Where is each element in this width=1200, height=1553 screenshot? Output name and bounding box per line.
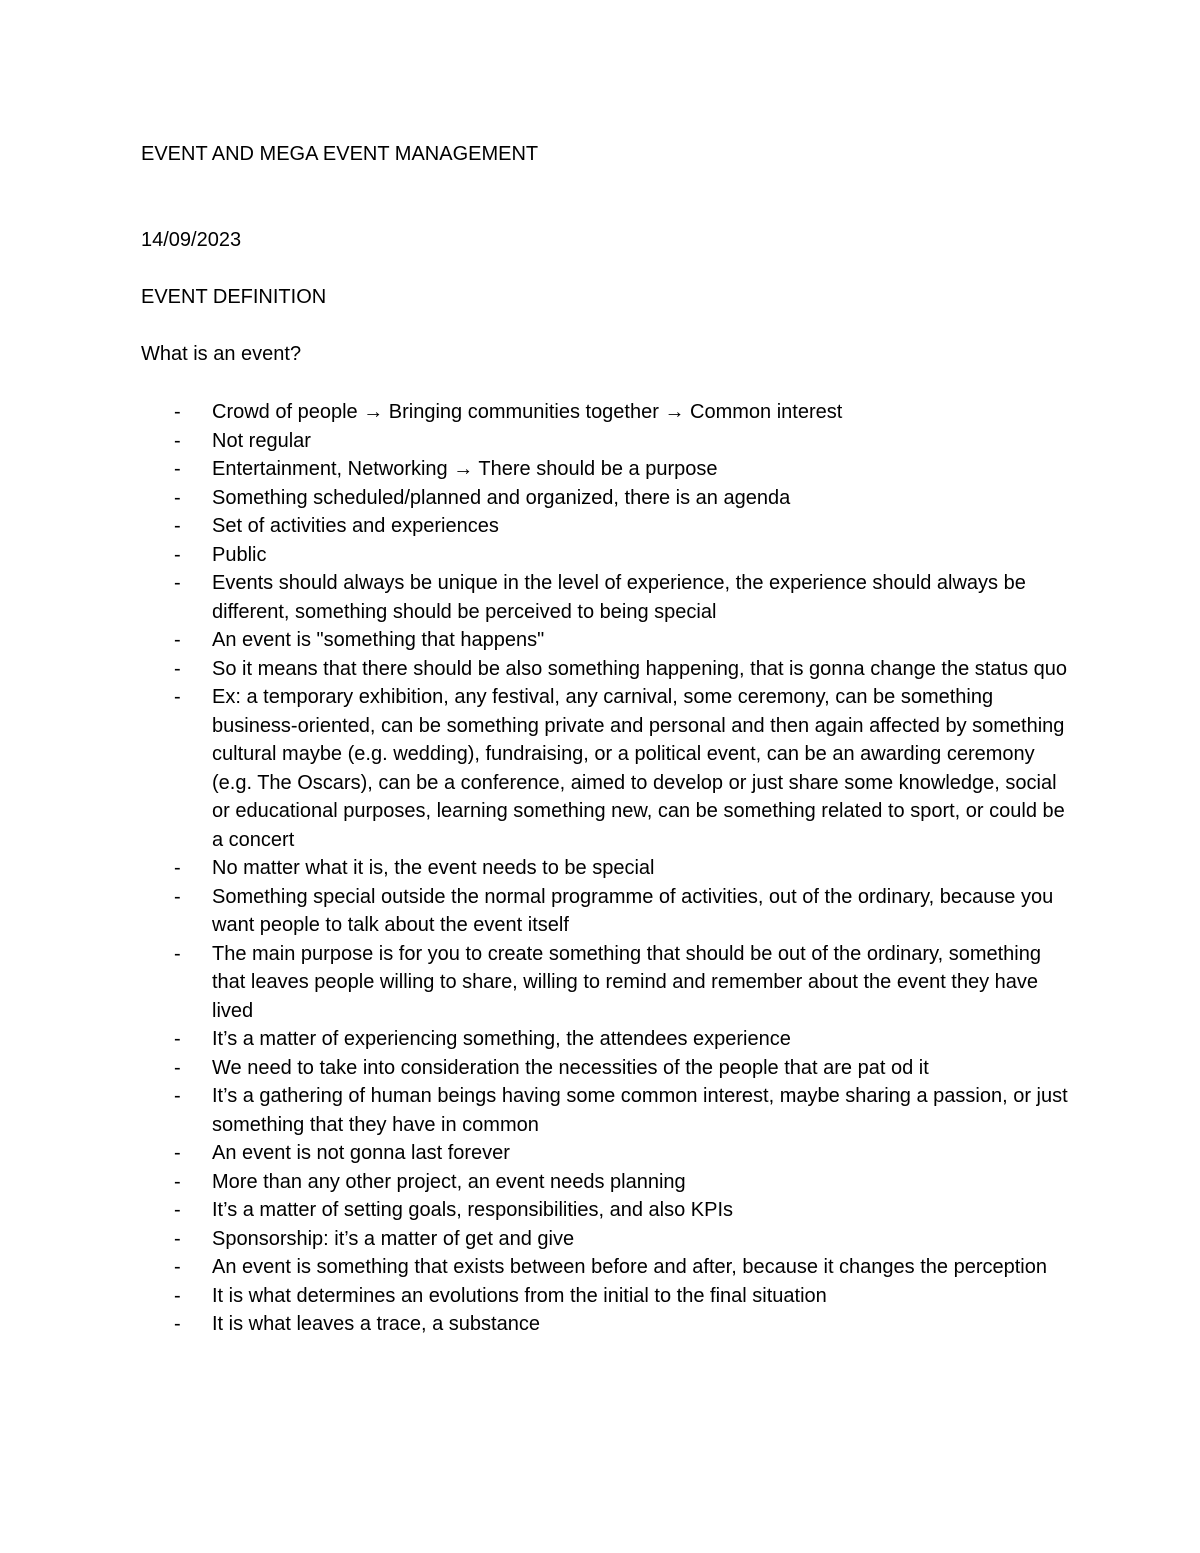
bullet-dash: - (174, 1142, 181, 1164)
list-item (0, 1054, 1072, 1083)
list-item-text: It’s a matter of setting goals, responsibilities, and also KPIs (212, 1199, 734, 1221)
list-item-text: Not regular (212, 429, 311, 452)
bullet-dash: - (174, 1256, 181, 1278)
list-item-text: It is what leaves a trace, a substance (212, 1313, 540, 1335)
bullet-dash: - (174, 543, 181, 566)
list-item-text: Crowd of people → Bringing communities together → Common interest (212, 401, 843, 423)
list-item-text: Something scheduled/planned and organized, there is an agenda (212, 486, 791, 509)
list-item (0, 1310, 1072, 1339)
list-item-text: It’s a gathering of human beings having some common interest, maybe sharing a passion, or just something that they have in common (212, 1085, 1068, 1136)
list-item (0, 427, 1072, 456)
bullet-dash: - (174, 515, 181, 537)
list-item (0, 655, 1072, 684)
list-item (0, 1168, 1072, 1197)
bullet-dash: - (174, 1227, 181, 1250)
list-item-text: No matter what it is, the event needs to be special (212, 857, 655, 879)
list-item (0, 541, 1072, 570)
list-item-text: It’s a matter of experiencing something, the attendees experience (212, 1028, 791, 1050)
list-item-text: Entertainment, Networking → There should be a purpose (212, 458, 718, 480)
list-item (0, 1196, 1072, 1225)
list-item-text: We need to take into consideration the necessities of the people that are pat od it (212, 1056, 929, 1079)
section-heading: EVENT DEFINITION (141, 286, 327, 308)
bullet-dash: - (174, 486, 181, 509)
list-item (0, 1225, 1072, 1254)
list-item (0, 512, 1072, 541)
question-text: What is an event? (141, 343, 302, 365)
bullet-dash: - (174, 429, 181, 452)
list-item (0, 1025, 1072, 1054)
list-item (0, 1082, 1072, 1139)
list-item (0, 626, 1072, 655)
bullet-dash: - (174, 1313, 181, 1335)
bullet-dash: - (174, 1284, 181, 1307)
list-item-text: The main purpose is for you to create something that should be out of the ordinary, something that leaves people willing to share, willing to remind and remember about the event they have lived (212, 942, 1041, 1022)
list-item (0, 940, 1072, 1026)
list-item-text: So it means that there should be also something happening, that is gonna change the status quo (212, 657, 1068, 680)
bullet-dash: - (174, 942, 181, 965)
list-item-text: Events should always be unique in the level of experience, the experience should always be different, something should be perceived to being special (212, 572, 1026, 623)
list-item (0, 1139, 1072, 1168)
list-item (0, 398, 1072, 427)
list-item-text: It is what determines an evolutions from the initial to the final situation (212, 1284, 827, 1307)
list-item (0, 854, 1072, 883)
bullet-dash: - (174, 629, 181, 651)
list-item-text: More than any other project, an event needs planning (212, 1170, 686, 1193)
bullet-dash: - (174, 1199, 181, 1221)
list-item (0, 1253, 1072, 1282)
bullet-dash: - (174, 885, 181, 908)
document-date: 14/09/2023 (141, 229, 242, 251)
bullet-dash: - (174, 1028, 181, 1050)
bullet-dash: - (174, 1056, 181, 1079)
bullet-dash: - (174, 686, 181, 708)
bullet-dash: - (174, 1170, 181, 1193)
list-item-text: An event is "something that happens" (212, 629, 545, 651)
list-item-text: Public (212, 543, 267, 566)
list-item-text: Ex: a temporary exhibition, any festival, any carnival, some ceremony, can be something business-oriented, can be something private and personal and then again affected by something cultural maybe (e.g. wedding), fundraising, or a political event, can be an awarding ceremony (e.g. The Oscars), can be a conference, aimed to develop or just share some knowledge, social or educational purposes, learning something new, can be something related to sport, or could be a concert (212, 686, 1065, 851)
list-item (0, 683, 1072, 854)
bullet-dash: - (174, 857, 181, 879)
list-item-text: Something special outside the normal programme of activities, out of the ordinary, because you want people to talk about the event itself (212, 885, 1054, 936)
list-item (0, 484, 1072, 513)
bullet-dash: - (174, 657, 181, 680)
list-item (0, 569, 1072, 626)
document-title: EVENT AND MEGA EVENT MANAGEMENT (141, 143, 539, 165)
list-item-text: Sponsorship: it’s a matter of get and give (212, 1227, 575, 1250)
list-item-text: Set of activities and experiences (212, 515, 499, 537)
list-item (0, 1282, 1072, 1311)
list-item (0, 455, 1072, 484)
list-item-text: An event is something that exists between before and after, because it changes the perception (212, 1256, 1047, 1278)
bullet-dash: - (174, 572, 181, 594)
bullet-list (0, 398, 1200, 1339)
bullet-dash: - (174, 1085, 181, 1107)
list-item (0, 883, 1072, 940)
bullet-dash: - (174, 458, 181, 480)
bullet-dash: - (174, 401, 181, 423)
list-item-text: An event is not gonna last forever (212, 1142, 510, 1164)
